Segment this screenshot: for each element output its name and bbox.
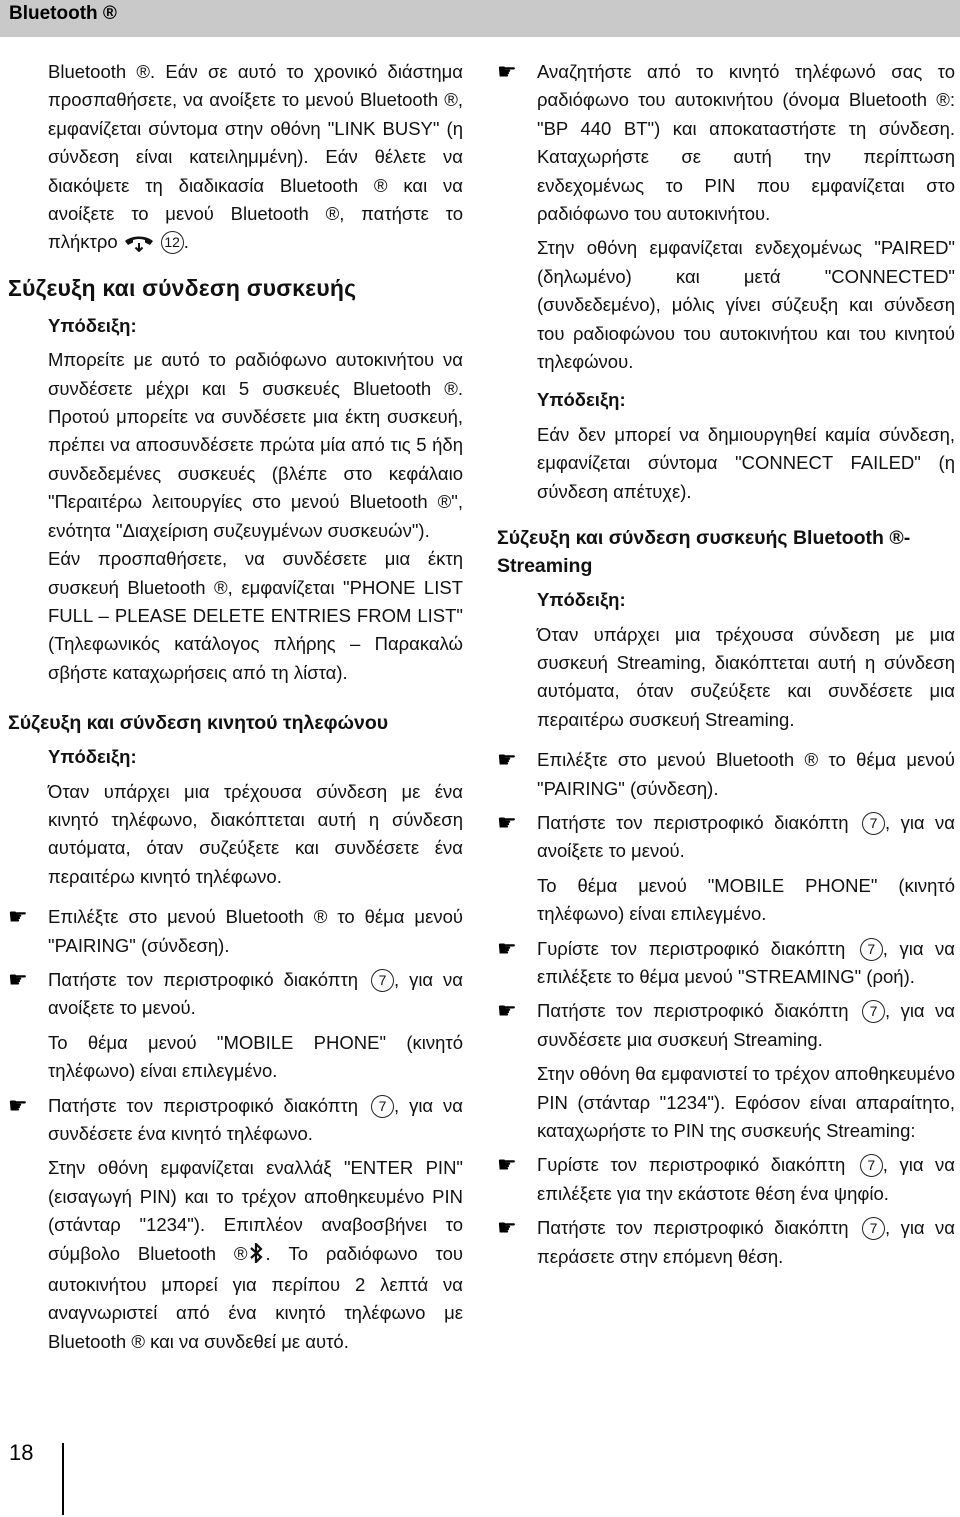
right-column [497, 58, 955, 1277]
note-label: Υπόδειξη: [537, 389, 626, 411]
pointing-hand-icon: ☛ [497, 1215, 517, 1241]
left-column [8, 58, 463, 1356]
bluetooth-icon [249, 1243, 263, 1271]
note-text: Όταν υπάρχει μια τρέχουσα σύνδεση με ένα κινητό τηλέφωνο, διακόπτεται αυτή η σύνδεση αυτόματα, όταν συζεύξετε και συνδέσετε ένα περαιτέρω κινητό τηλέφωνο. [48, 780, 463, 887]
section-title-pair-phone: Σύζευξη και σύνδεση κινητού τηλεφώνου [8, 712, 389, 735]
step-item: ☛ Γυρίστε τον περιστροφικό διακόπτη 7 , για να επιλέξετε το θέμα μενού "STREAMING" (ροή). [497, 935, 955, 987]
phone-hangup-icon [124, 232, 154, 260]
note-label: Υπόδειξη: [48, 746, 137, 768]
section-title-pair-streaming: Σύζευξη και σύνδεση συσκευής Bluetooth ®-Streaming [497, 527, 911, 578]
key-7-icon: 7 [371, 1095, 394, 1118]
key-7-icon: 7 [862, 1217, 885, 1240]
key-12-icon: 12 [161, 231, 184, 254]
intro-paragraph: Bluetooth ®. Εάν σε αυτό το χρονικό διάστημα προσπαθήσετε, να ανοίξετε το μενού Bluetooth ®, εμφανίζεται σύντομα στην οθόνη "LINK BUSY" (η σύνδεση είναι κατειλημμένη). Εάν θέλετε να διακόψετε τη διαδικασία Bluetooth ® και να ανοίξετε το μενού Bluetooth ®, πατήστε το πλήκτρο 12 . [8, 58, 463, 261]
pointing-hand-icon: ☛ [497, 935, 517, 961]
pointing-hand-icon: ☛ [497, 809, 517, 835]
step-item: ☛ Πατήστε τον περιστροφικό διακόπτη 7 , για να συνδέσετε ένα κινητό τηλέφωνο. [8, 1092, 463, 1144]
pointing-hand-icon: ☛ [497, 998, 517, 1024]
key-7-icon: 7 [860, 1154, 883, 1177]
pointing-hand-icon: ☛ [8, 904, 28, 930]
pointing-hand-icon: ☛ [497, 59, 517, 84]
step-item: ☛ Πατήστε τον περιστροφικό διακόπτη 7 , για να περάσετε στην επόμενη θέση. [497, 1215, 955, 1267]
step-result: Το θέμα μενού "MOBILE PHONE" (κινητό τηλέφωνο) είναι επιλεγμένο. [537, 874, 955, 925]
step-item: ☛ Επιλέξτε στο μενού Bluetooth ® το θέμα μενού "PAIRING" (σύνδεση). [497, 747, 955, 799]
pointing-hand-icon: ☛ [8, 1092, 28, 1118]
step-item: ☛ Πατήστε τον περιστροφικό διακόπτη 7 , για να ανοίξετε το μενού. [497, 809, 955, 862]
key-7-icon: 7 [371, 969, 394, 992]
note-text: Μπορείτε με αυτό το ραδιόφωνο αυτοκινήτου να συνδέσετε μέχρι και 5 συσκευές Bluetooth ®. Προτού μπορείτε να συνδέσετε μια έκτη συσκευή, πρέπει να αποσυνδέσετε πρώτα μία από τις 5 ήδη συνδεδεμένες συσκευές (βλέπε στο κεφάλαιο "Περαιτέρω λειτουργίες στο μενού Bluetooth ®", ενότητα "Διαχείριση συζευγμένων συσκευών"). [48, 349, 463, 541]
step-result: Στην οθόνη θα εμφανιστεί το τρέχον αποθηκευμένο PIN (στάνταρ "1234"). Εφόσον είναι απαραίτητο, καταχωρήστε το PIN της συσκευής Streaming: [537, 1063, 955, 1141]
page-header [0, 0, 960, 37]
pointing-hand-icon: ☛ [497, 747, 517, 773]
step-result: Το θέμα μενού "MOBILE PHONE" (κινητό τηλέφωνο) είναι επιλεγμένο. [48, 1031, 463, 1082]
step-item: ☛ Αναζητήστε από το κινητό τηλέφωνό σας το ραδιόφωνο του αυτοκινήτου (όνομα Bluetooth ®: "BP 440 BT") και αποκαταστήστε τη σύνδεση. Καταχωρήστε σε αυτή την περίπτωση ενδεχομένως το PIN που εμφανίζεται στο ραδιόφωνο του αυτοκινήτου. [497, 59, 955, 225]
step-item: ☛ Πατήστε τον περιστροφικό διακόπτη 7 , για να ανοίξετε το μενού. [8, 966, 463, 1019]
step-item: ☛ Επιλέξτε στο μενού Bluetooth ® το θέμα μενού "PAIRING" (σύνδεση). [8, 904, 463, 956]
step-result: Στην οθόνη εμφανίζεται εναλλάξ "ENTER PIN" (εισαγωγή PIN) και το τρέχον αποθηκευμένο PIN (στάνταρ "1234"). Επιπλέον αναβοσβήνει το σύμβολο Bluetooth ® . Το ραδιόφωνο του αυτοκινήτου μπορεί για περίπου 2 λεπτά να αναγνωριστεί από ένα κινητό τηλέφωνο με Bluetooth ® και να συνδεθεί με αυτό. [48, 1157, 463, 1352]
key-7-icon: 7 [862, 1000, 885, 1023]
note-label: Υπόδειξη: [537, 589, 626, 611]
footer-divider [62, 1443, 64, 1515]
header-title: Bluetooth ® [9, 3, 117, 24]
section-title-pair-device: Σύζευξη και σύνδεση συσκευής [8, 274, 357, 301]
step-item: ☛ Πατήστε τον περιστροφικό διακόπτη 7 , για να συνδέσετε μια συσκευή Streaming. [497, 998, 955, 1050]
note-text: Εάν δεν μπορεί να δημιουργηθεί καμία σύνδεση, εμφανίζεται σύντομα "CONNECT FAILED" (η σύνδεση απέτυχε). [537, 423, 955, 502]
note-label: Υπόδειξη: [48, 314, 137, 336]
step-item: ☛ Γυρίστε τον περιστροφικό διακόπτη 7 , για να επιλέξετε για την εκάστοτε θέση ένα ψηφίο. [497, 1152, 955, 1204]
pointing-hand-icon: ☛ [497, 1152, 517, 1178]
page-number: 18 [9, 1440, 34, 1465]
key-7-icon: 7 [860, 938, 883, 961]
key-7-icon: 7 [862, 812, 885, 835]
note-text: Όταν υπάρχει μια τρέχουσα σύνδεση με μια συσκευή Streaming, διακόπτεται αυτή η σύνδεση αυτόματα, όταν συζεύξετε και συνδέσετε μια περαιτέρω συσκευή Streaming. [537, 623, 955, 730]
pointing-hand-icon: ☛ [8, 966, 28, 992]
note-text: Εάν προσπαθήσετε, να συνδέσετε μια έκτη συσκευή Bluetooth ®, εμφανίζεται "PHONE LIST FULL – PLEASE DELETE ENTRIES FROM LIST" (Τηλεφωνικός κατάλογος πλήρης – Παρακαλώ σβήστε καταχωρήσεις από τη λίστα). [48, 548, 463, 683]
step-result: Στην οθόνη εμφανίζεται ενδεχομένως "PAIRED" (δηλωμένο) και μετά "CONNECTED" (συνδεδεμένο), μόλις γίνει σύζευξη και σύνδεση του ραδιοφώνου του αυτοκινήτου και του κινητού τηλεφώνου. [537, 237, 955, 373]
